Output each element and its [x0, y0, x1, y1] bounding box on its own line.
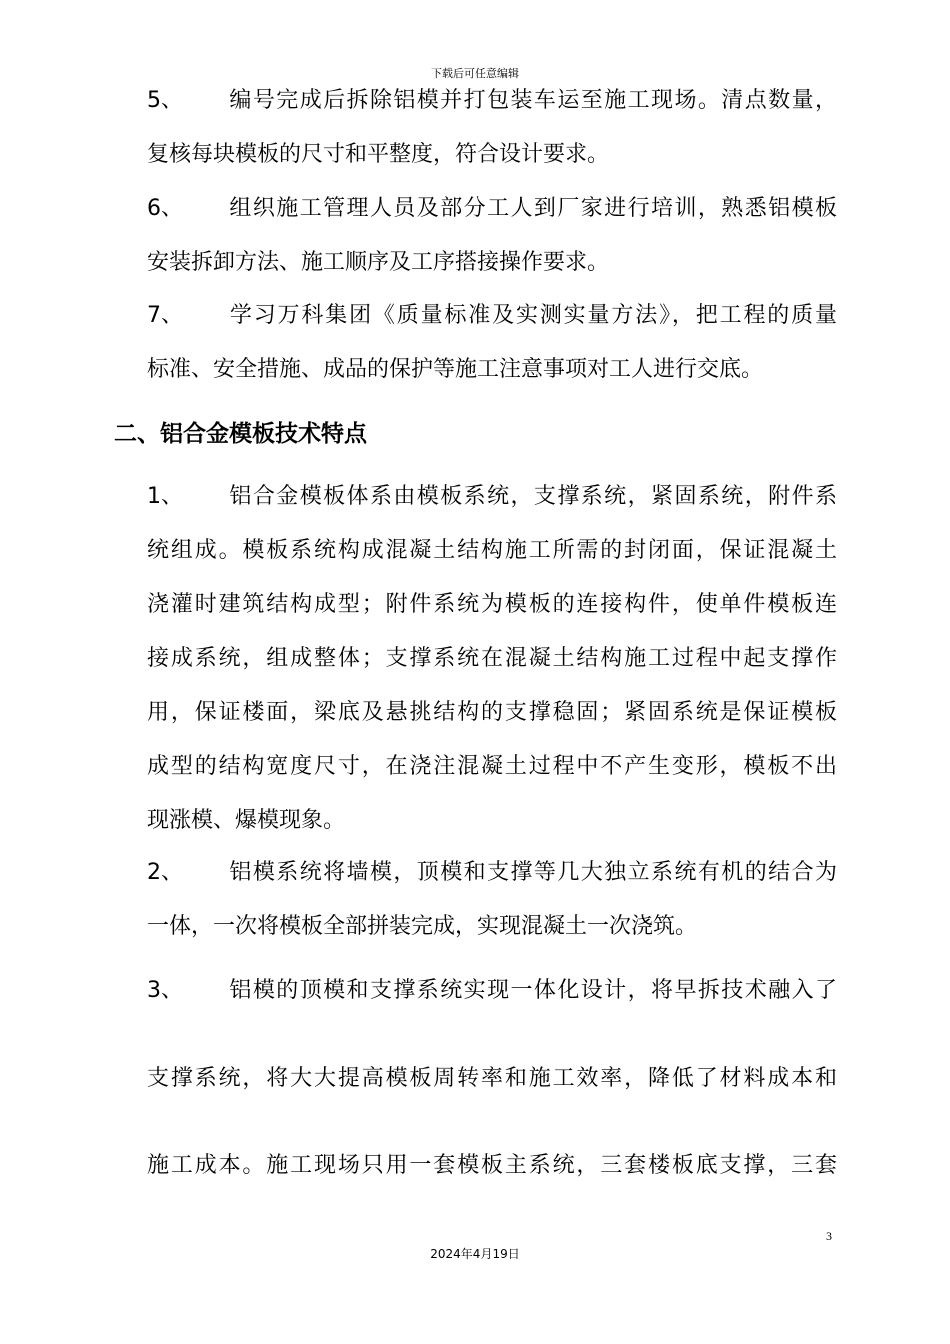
item-text: 铝合金模板体系由模板系统，支撑系统，紧固系统，附件系 [228, 484, 837, 509]
section-heading: 二、铝合金模板技术特点 [114, 421, 367, 447]
item-2-line-1 [147, 858, 837, 888]
item-6-line-1 [147, 194, 837, 224]
item-number: 6、 [147, 196, 183, 221]
header-note: 下载后可任意编辑 [431, 67, 519, 80]
item-text: 学习万科集团《质量标准及实测实量方法》，把工程的质量 [228, 303, 837, 328]
item-1-line-3: 浇灌时建筑结构成型；附件系统为模板的连接构件，使单件模板连 [147, 592, 837, 617]
item-1-line-4: 接成系统，组成整体；支撑系统在混凝土结构施工过程中起支撑作 [147, 646, 837, 671]
item-6-line-2: 安装拆卸方法、施工顺序及工序搭接操作要求。 [147, 250, 610, 275]
item-1-line-6: 成型的结构宽度尺寸，在浇注混凝土过程中不产生变形，模板不出 [147, 754, 837, 779]
item-3-line-1 [147, 976, 837, 1006]
footer-date: 2024年4月19日 [430, 1247, 520, 1261]
page-number: 3 [826, 1229, 832, 1243]
item-3-line-2: 支撑系统，将大大提高模板周转率和施工效率，降低了材料成本和 [147, 1066, 837, 1091]
item-text: 铝模的顶模和支撑系统实现一体化设计，将早拆技术融入了 [228, 978, 837, 1003]
item-number: 5、 [147, 88, 183, 113]
item-7-line-2: 标准、安全措施、成品的保护等施工注意事项对工人进行交底。 [147, 357, 764, 382]
item-number: 1、 [147, 484, 183, 509]
item-1-line-5: 用，保证楼面，梁底及悬挑结构的支撑稳固；紧固系统是保证模板 [147, 700, 837, 725]
item-2-line-2: 一体，一次将模板全部拼装完成，实现混凝土一次浇筑。 [147, 914, 698, 939]
item-5-line-1 [147, 86, 837, 116]
item-text: 铝模系统将墙模，顶模和支撑等几大独立系统有机的结合为 [228, 860, 837, 885]
item-1-line-2: 统组成。模板系统构成混凝土结构施工所需的封闭面，保证混凝土 [147, 538, 837, 563]
item-3-line-3: 施工成本。施工现场只用一套模板主系统，三套楼板底支撑，三套 [147, 1153, 837, 1178]
item-5-line-2: 复核每块模板的尺寸和平整度，符合设计要求。 [147, 142, 610, 167]
item-number: 2、 [147, 860, 183, 885]
item-number: 3、 [147, 978, 183, 1003]
item-7-line-1 [147, 301, 837, 331]
item-1-line-7: 现涨模、爆模现象。 [147, 808, 346, 833]
item-number: 7、 [147, 303, 183, 328]
item-1-line-1 [147, 482, 837, 512]
item-text: 组织施工管理人员及部分工人到厂家进行培训，熟悉铝模板 [228, 196, 837, 221]
item-text: 编号完成后拆除铝模并打包装车运至施工现场。清点数量， [228, 88, 837, 113]
